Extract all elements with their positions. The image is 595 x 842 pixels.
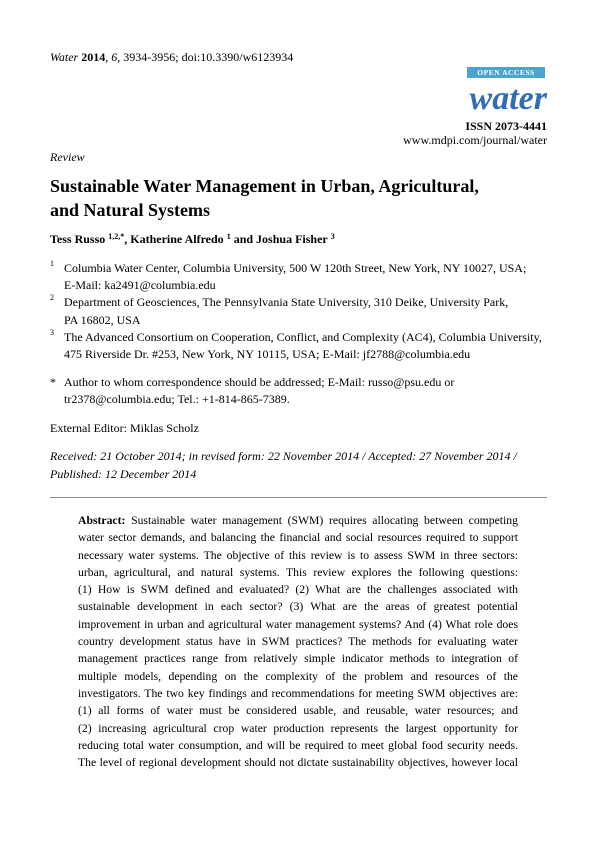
affiliation-address: 475 Riverside Dr. #253, New York, NY 10115, USA; E-Mail: <box>64 347 363 361</box>
horizontal-rule <box>50 497 547 498</box>
author-separator: and <box>233 232 254 246</box>
abstract-line: country development status have in SWM practices? The methods for evaluating water <box>78 635 518 649</box>
affiliation-line: Columbia Water Center, Columbia University, 500 W 120th Street, New York, NY 10027, USA; <box>64 261 527 275</box>
abstract-line: management practices range from relatively simple indicator methods to integration of <box>78 652 518 666</box>
abstract-line: improvement in urban and agricultural water management systems? And (4) What role does <box>78 617 518 631</box>
dates-line: Received: 21 October 2014; in revised form: 22 November 2014 / Accepted: 27 November 2014 / <box>50 449 517 463</box>
publication-year: 2014 <box>81 50 106 64</box>
abstract-line: multiple models, depending on the complexity of the problem and resources of the <box>78 669 518 683</box>
citation-separator: , <box>105 50 112 64</box>
author-name: Katherine Alfredo <box>130 232 224 246</box>
abstract-line: (2) increasing agricultural crop water production represents the largest opportunity for <box>78 721 518 735</box>
affiliation-line: PA 16802, USA <box>64 313 141 327</box>
affiliation-number: 2 <box>50 293 54 302</box>
email-link[interactable]: tr2378@columbia.edu <box>64 392 172 406</box>
abstract-line: urban, agricultural, and natural systems. This review explores the following questions: <box>78 565 518 579</box>
corresponding-mark: * <box>50 375 56 389</box>
affiliation-line: Department of Geosciences, The Pennsylvania State University, 310 Deike, University Park, <box>64 295 509 309</box>
abstract <box>78 512 518 771</box>
journal-name: Water <box>50 50 79 64</box>
abstract-line: (1) all forms of water must be considered usable, and reusable, water resources; and <box>78 704 518 718</box>
abstract-line: reducing total water consumption, and will be required to meet global food security needs. <box>78 738 518 752</box>
author-name: Joshua Fisher <box>256 232 328 246</box>
doi-link[interactable]: doi:10.3390/w6123934 <box>181 50 294 64</box>
email-label: E-Mail: <box>64 278 105 292</box>
citation-line <box>50 50 293 64</box>
author-name: Tess Russo <box>50 232 106 246</box>
abstract-line: investigators. The two key findings and recommendations for meeting SWM objectives are: <box>78 686 518 700</box>
abstract-line: necessary water systems. The objective of this review is to assess SWM in three sectors: <box>78 548 518 562</box>
article-title <box>50 174 479 222</box>
open-access-badge: OPEN ACCESS <box>467 67 545 78</box>
telephone: ; Tel.: +1-814-865-7389. <box>171 392 290 406</box>
journal-logo: water <box>469 80 547 117</box>
external-editor: External Editor: Miklas Scholz <box>50 421 199 435</box>
author-separator: , <box>124 232 128 246</box>
email-link[interactable]: ka2491@columbia.edu <box>104 278 216 292</box>
article-type: Review <box>50 150 85 164</box>
abstract-line: (1) How is SWM defined and evaluated? (2) What are the challenges associated with <box>78 583 518 597</box>
author-affiliation-marker: 1,2,* <box>108 231 125 241</box>
correspondence-text: Author to whom correspondence should be addressed; E-Mail: <box>64 375 368 389</box>
abstract-line: sustainable development in each sector? (3) What are the areas of greatest potential <box>78 600 518 614</box>
volume-number: 6 <box>111 50 118 64</box>
email-link[interactable]: russo@psu.edu <box>367 375 442 389</box>
abstract-label: Abstract: <box>78 514 126 527</box>
page-range: , 3934-3956; <box>117 50 182 64</box>
dates-line: Published: 12 December 2014 <box>50 467 197 481</box>
affiliation-number: 1 <box>50 259 54 268</box>
author-affiliation-marker: 1 <box>226 231 231 241</box>
journal-url-link[interactable]: www.mdpi.com/journal/water <box>403 133 547 147</box>
affiliation-email-line <box>64 278 216 292</box>
abstract-line-text: Sustainable water management (SWM) requires allocating between competing <box>131 514 518 527</box>
abstract-line <box>78 512 518 529</box>
title-line: Sustainable Water Management in Urban, Agricultural, <box>50 176 479 196</box>
affiliation-number: 3 <box>50 328 54 337</box>
abstract-line: water sector demands, and balancing the financial and social resources required to support <box>78 531 518 545</box>
title-line: and Natural Systems <box>50 200 211 220</box>
abstract-line: The level of regional development should not dictate sustainability objectives, however local <box>78 756 518 770</box>
author-list <box>50 232 335 246</box>
affiliation-line: The Advanced Consortium on Cooperation, Conflict, and Complexity (AC4), Columbia University, <box>64 330 542 344</box>
correspondence-line <box>64 375 454 389</box>
correspondence-text: or <box>441 375 455 389</box>
correspondence-line <box>64 392 290 406</box>
issn: ISSN 2073-4441 <box>465 119 547 133</box>
affiliation-email-line <box>64 347 470 361</box>
author-affiliation-marker: 3 <box>330 231 335 241</box>
email-link[interactable]: jf2788@columbia.edu <box>362 347 471 361</box>
